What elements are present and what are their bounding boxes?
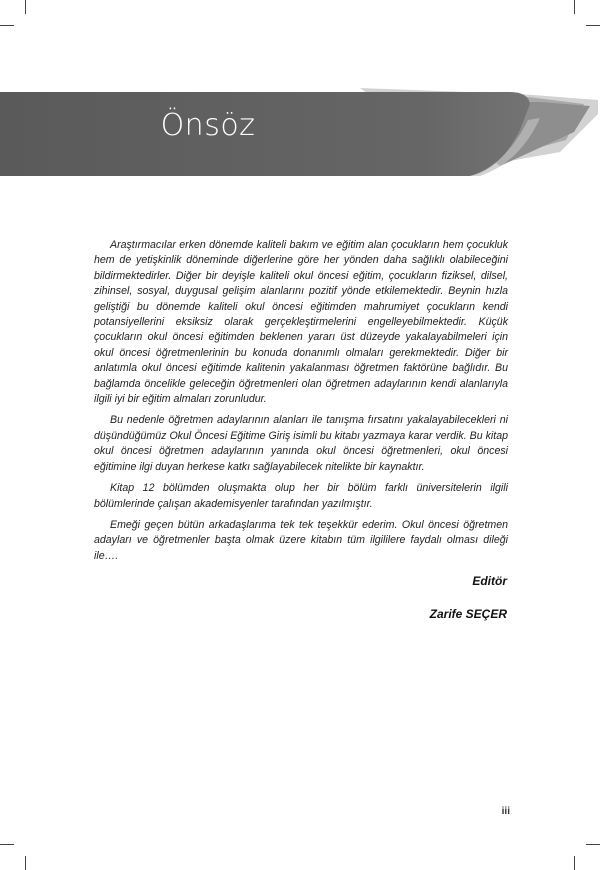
crop-mark-top-right-h	[586, 25, 600, 26]
preface-body	[94, 238, 508, 570]
crop-mark-top-left	[25, 0, 26, 14]
crop-mark-bottom-right	[574, 856, 575, 870]
crop-mark-top-left-h	[0, 25, 14, 26]
crop-mark-bottom-left-h	[0, 844, 14, 845]
paragraph-3: Kitap 12 bölümden oluşmakta olup her bir bölüm farklı üniversitelerin ilgili bölümlerinde çalışan akademisyenler tarafından yazılmıştır.	[94, 482, 508, 510]
signature-name: Zarife SEÇER	[429, 607, 507, 621]
page-title: Önsöz	[160, 108, 256, 143]
paragraph-1: Araştırmacılar erken dönemde kaliteli bakım ve eğitim alan çocukların hem çocukluk hem de yetişkinlik döneminde diğerlerine göre her yönden daha sağlıklı olabileceğini bildirmektedirler. Diğer bir deyişle kaliteli okul öncesi eğitim, çocukların fiziksel, dilsel, zihinsel, sosyal, duygusal gelişim alanlarını pozitif yönde etkilemektedir. Beynin hızla geliştiği bu dönemde kaliteli okul öncesi eğitimden mahrumiyet çocukların kendi potansiyellerini eksiksiz olarak gerçekleştirmelerini engelleyebilmektedir. Küçük çocukların okul öncesi eğitimden beklenen yararı üst düzeyde yakalayabilmeleri için okul öncesi öğretmenlerinin bu konuda donanımlı olmaları gerekmektedir. Diğer bir anlatımla okul öncesi eğitimde kalitenin yakalanması öğretmen faktörüne bağlıdır. Bu bağlamda öncelikle geleceğin öğretmenleri olan öğretmen adaylarının kendi alanlarıyla ilgili iyi bir eğitim almaları zorunludur.	[94, 239, 508, 406]
crop-mark-bottom-right-h	[586, 844, 600, 845]
page-number: iii	[501, 806, 510, 817]
signature-role: Editör	[472, 574, 507, 588]
paragraph-2: Bu nedenle öğretmen adaylarının alanları ile tanışma fırsatını yakalayabilecekleri ni düşündüğümüz Okul Öncesi Eğitime Giriş isimli bu kitabı yazmaya karar verdik. Bu kitap okul öncesi öğretmen adaylarının yanında okul öncesi öğretmenleri, okul öncesi eğitimine ilgi duyan herkese katkı sağlayabilecek nitelikte bir kaynaktır.	[94, 414, 508, 473]
crop-mark-top-right	[574, 0, 575, 14]
paragraph-4: Emeği geçen bütün arkadaşlarıma tek tek teşekkür ederim. Okul öncesi öğretmen adayları ve öğretmenler başta olmak üzere kitabın tüm ilgililere faydalı olması dileği ile….	[94, 518, 508, 562]
crop-mark-bottom-left	[25, 856, 26, 870]
